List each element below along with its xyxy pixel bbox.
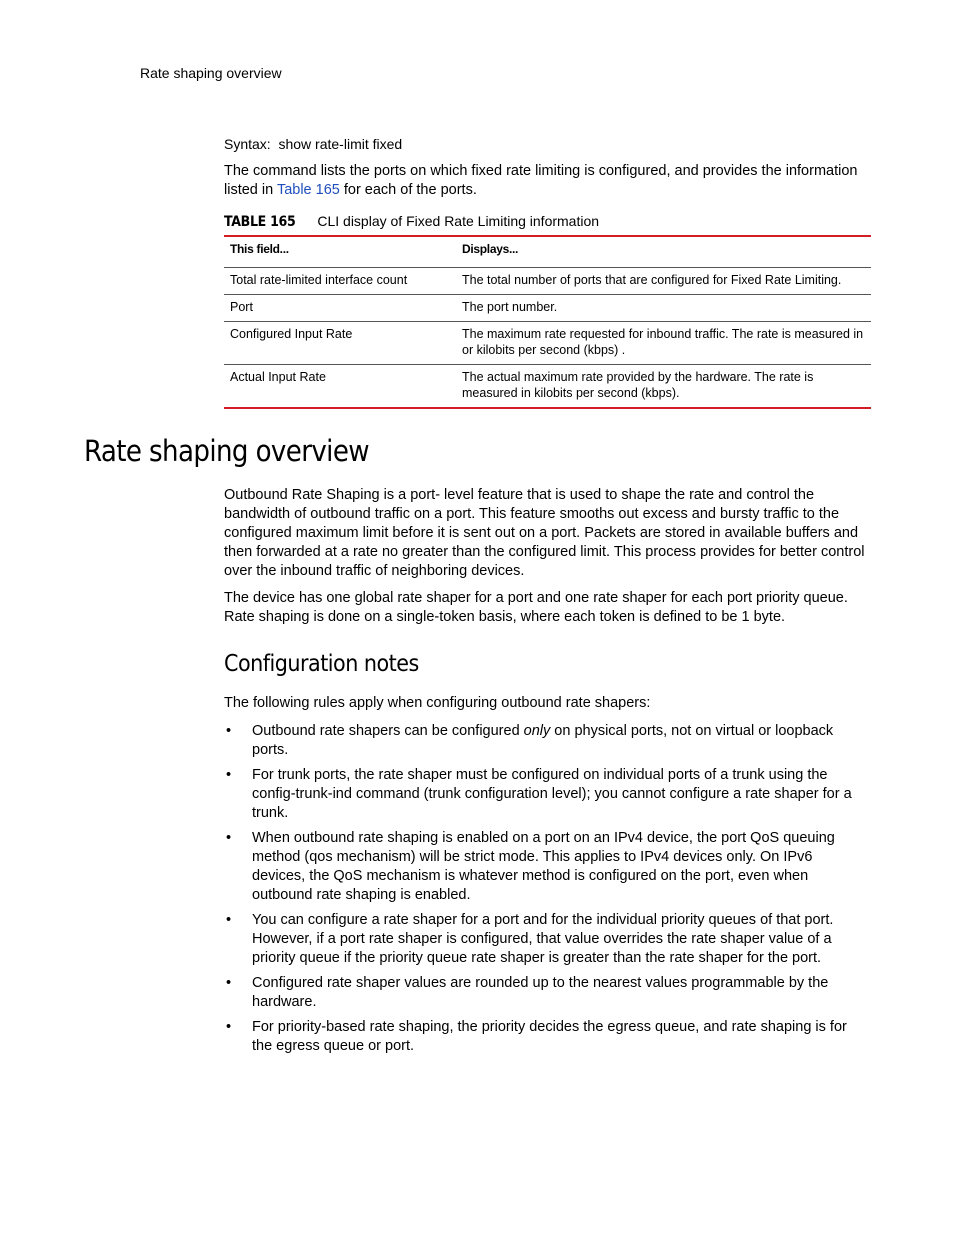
bullet-icon: • bbox=[226, 767, 232, 783]
column-header-displays: Displays... bbox=[456, 236, 871, 268]
field-cell: Total rate-limited interface count bbox=[224, 268, 456, 295]
bullet-icon: • bbox=[226, 830, 232, 846]
bullet-text: You can configure a rate shaper for a port and for the individual priority queues of that port. However, if a port rate shaper is configured, that value overrides the rate shaper value of a priority queue if the priority queue rate shaper is greater than the rate shaper for the port. bbox=[252, 912, 834, 966]
list-item bbox=[224, 911, 869, 968]
syntax-command: show rate-limit fixed bbox=[278, 136, 403, 152]
bullet-icon: • bbox=[226, 1019, 232, 1035]
list-item bbox=[224, 766, 869, 823]
table-row bbox=[224, 322, 871, 365]
config-notes-title: Configuration notes bbox=[224, 651, 419, 677]
field-cell: Configured Input Rate bbox=[224, 322, 456, 365]
description-cell: The total number of ports that are configured for Fixed Rate Limiting. bbox=[456, 268, 871, 295]
bullet-text: Configured rate shaper values are rounded up to the nearest values programmable by the hardware. bbox=[252, 975, 829, 1010]
overview-paragraph-2: The device has one global rate shaper for a port and one rate shaper for each port priority queue. Rate shaping is done on a single-token basis, where each token is defined to be 1 byte. bbox=[224, 590, 848, 625]
bullet-icon: • bbox=[226, 912, 232, 928]
syntax-line bbox=[224, 136, 402, 152]
list-item bbox=[224, 829, 869, 905]
table-row bbox=[224, 268, 871, 295]
column-header-field: This field... bbox=[224, 236, 456, 268]
table-header-row bbox=[224, 236, 871, 268]
field-cell: Actual Input Rate bbox=[224, 365, 456, 409]
bullet-text: When outbound rate shaping is enabled on a port on an IPv4 device, the port QoS queuing method ( bbox=[252, 830, 835, 865]
intro-text-after: for each of the ports. bbox=[339, 182, 477, 198]
config-notes-lead: The following rules apply when configuring outbound rate shapers: bbox=[224, 695, 651, 711]
list-item bbox=[224, 722, 869, 760]
table-row bbox=[224, 365, 871, 409]
command-text: config-trunk-ind bbox=[252, 786, 352, 802]
list-item bbox=[224, 974, 869, 1012]
bullet-text: For trunk ports, the rate shaper must be configured on individual ports of a trunk using the bbox=[252, 767, 828, 783]
table-row bbox=[224, 295, 871, 322]
overview-paragraph-1: Outbound Rate Shaping is a port- level feature that is used to shape the rate and control the bandwidth of outbound traffic on a port. This feature smooths out excess and bursty traffic to the configured maximum limit before it is sent out on a port. Packets are stored in available buffers and then forwarded at a rate no greater than the configured limit. This process provides for better control over the inbound traffic of neighboring devices. bbox=[224, 487, 865, 579]
bullet-icon: • bbox=[226, 723, 232, 739]
bullet-text: command (trunk configuration level); you cannot configure a rate shaper for a trunk. bbox=[252, 786, 852, 821]
bullet-icon: • bbox=[226, 975, 232, 991]
bullet-text: Outbound rate shapers can be configured bbox=[252, 723, 524, 739]
command-text: qos mechanism bbox=[309, 849, 411, 865]
description-cell: The port number. bbox=[456, 295, 871, 322]
syntax-label: Syntax: bbox=[224, 136, 271, 152]
running-header: Rate shaping overview bbox=[140, 65, 282, 81]
intro-paragraph bbox=[224, 162, 874, 200]
description-cell: The maximum rate requested for inbound traffic. The rate is measured in or kilobits per second (kbps) . bbox=[456, 322, 871, 365]
table-label: TABLE 165 bbox=[224, 214, 296, 230]
table-165-link[interactable]: Table 165 bbox=[276, 182, 340, 198]
bullet-text: ) will be strict mode. This applies to IPv4 devices only. On IPv6 devices, the QoS mechanism is whatever method is configured on the port, even when outbound rate shaping is enabled. bbox=[252, 849, 813, 903]
intro-text-before: The command lists the ports on which fixed rate limiting is configured, and provides the information listed in bbox=[224, 163, 858, 198]
config-rules-list bbox=[224, 722, 869, 1062]
section-title: Rate shaping overview bbox=[84, 434, 370, 468]
bullet-text: For priority-based rate shaping, the priority decides the egress queue, and rate shaping is for the egress queue or port. bbox=[252, 1019, 847, 1054]
bullet-text: on physical ports, not on virtual or loopback ports. bbox=[252, 723, 834, 758]
table-caption bbox=[224, 213, 599, 230]
table-title: CLI display of Fixed Rate Limiting information bbox=[317, 213, 600, 229]
fixed-rate-limiting-table bbox=[224, 235, 871, 409]
list-item bbox=[224, 1018, 869, 1056]
field-cell: Port bbox=[224, 295, 456, 322]
description-cell: The actual maximum rate provided by the hardware. The rate is measured in kilobits per second (kbps). bbox=[456, 365, 871, 409]
emphasis-text: only bbox=[523, 723, 551, 739]
